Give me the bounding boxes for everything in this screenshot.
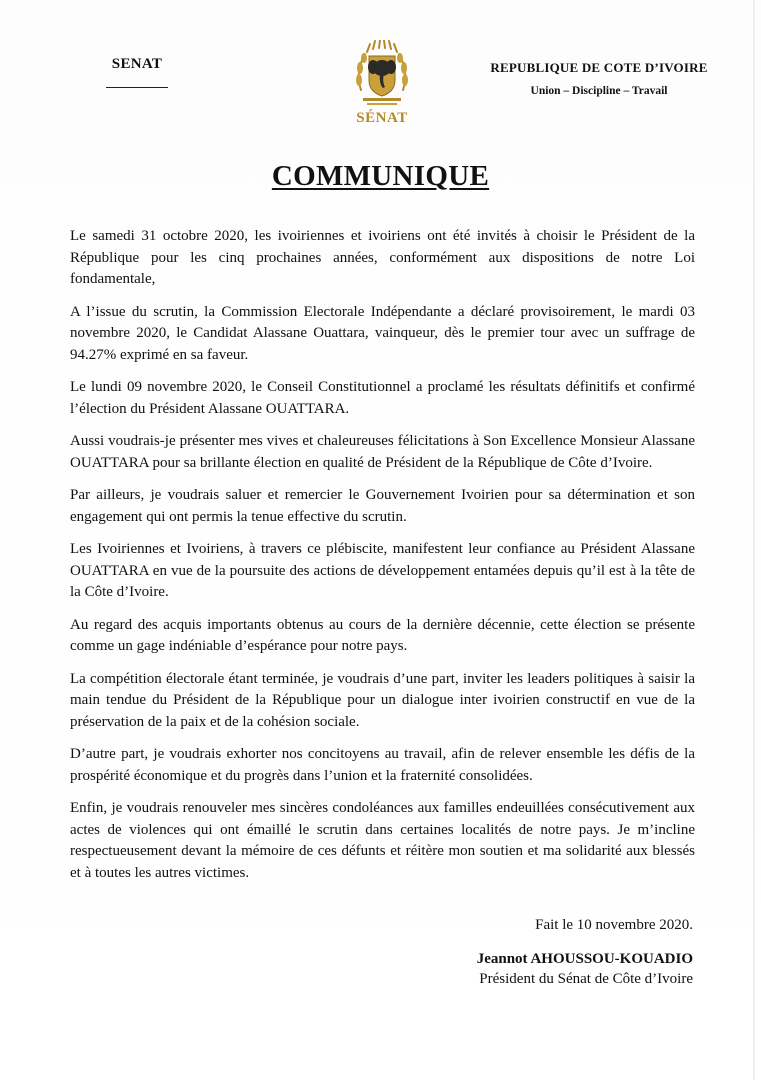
date-line: Fait le 10 novembre 2020. — [535, 917, 693, 933]
paragraph: Aussi voudrais-je présenter mes vives et chaleureuses félicitations à Son Excellence Monsieur Alassane OUATTARA pour sa brillante élection en qualité de Président de la République de Côte d’Ivoire. — [70, 433, 695, 471]
header-right — [470, 60, 728, 97]
national-motto: Union – Discipline – Travail — [530, 85, 668, 97]
elephant-emblem-icon — [349, 40, 415, 110]
header-left — [92, 56, 182, 88]
header-divider — [106, 87, 168, 88]
signatory-name: Jeannot AHOUSSOU-KOUADIO — [476, 951, 693, 967]
emblem-label: SÉNAT — [356, 110, 408, 126]
country-name: REPUBLIQUE DE COTE D’IVOIRE — [490, 60, 708, 75]
paragraph: La compétition électorale étant terminée, je voudrais d’une part, inviter les leaders politiques à saisir la main tendue du Président de la République pour un dialogue inter ivoirien constructif en vue de la préservation de la paix et de la cohésion sociale. — [70, 670, 695, 730]
signature-block — [477, 949, 693, 989]
paragraph: Les Ivoiriennes et Ivoiriens, à travers ce plébiscite, manifestent leur confiance au Président Alassane OUATTARA en vue de la poursuite des actions de développement entamées depuis qu’il est à la tête de la Côte d’Ivoire. — [70, 541, 695, 600]
signatory-title: Président du Sénat de Côte d’Ivoire — [479, 971, 693, 987]
paragraph: D’autre part, je voudrais exhorter nos concitoyens au travail, afin de relever ensemble les défis de la prospérité économique et du progrès dans l’union et la fraternité consolidées. — [70, 746, 695, 784]
communique-body — [70, 226, 695, 895]
senate-emblem — [349, 40, 415, 132]
document-title — [0, 160, 761, 193]
title-text: COMMUNIQUE — [271, 160, 490, 192]
senate-name: SENAT — [111, 56, 163, 72]
paragraph: Au regard des acquis importants obtenus au cours de la dernière décennie, cette élection se présente comme un gage indéniable d’espérance pour notre pays. — [70, 616, 695, 654]
paragraph: Enfin, je voudrais renouveler mes sincères condoléances aux familles endeuillées consécutivement aux actes de violences qui ont émaillé le scrutin dans certaines localités de notre pays. Je m’incline respectueusement devant la mémoire de ces défunts et réitère mon soutien et ma solidarité aux blessés et à toutes les autres victimes. — [70, 800, 695, 881]
paragraph: A l’issue du scrutin, la Commission Electorale Indépendante a déclaré provisoirement, le mardi 03 novembre 2020, le Candidat Alassane Ouattara, vainqueur, dès le premier tour avec un suffrage de 94.27% exprimé en sa faveur. — [70, 303, 695, 363]
paragraph: Le samedi 31 octobre 2020, les ivoiriennes et ivoiriens ont été invités à choisir le Président de la République pour les cinq prochaines années, conformément aux dispositions de notre Loi fondamentale, — [70, 228, 695, 287]
paragraph: Par ailleurs, je voudrais saluer et remercier le Gouvernement Ivoirien pour sa détermination et son engagement qui ont permis la tenue effective du scrutin. — [70, 487, 695, 525]
paragraph: Le lundi 09 novembre 2020, le Conseil Constitutionnel a proclamé les résultats définitifs et confirmé l’élection du Président Alassane OUATTARA. — [70, 379, 695, 417]
